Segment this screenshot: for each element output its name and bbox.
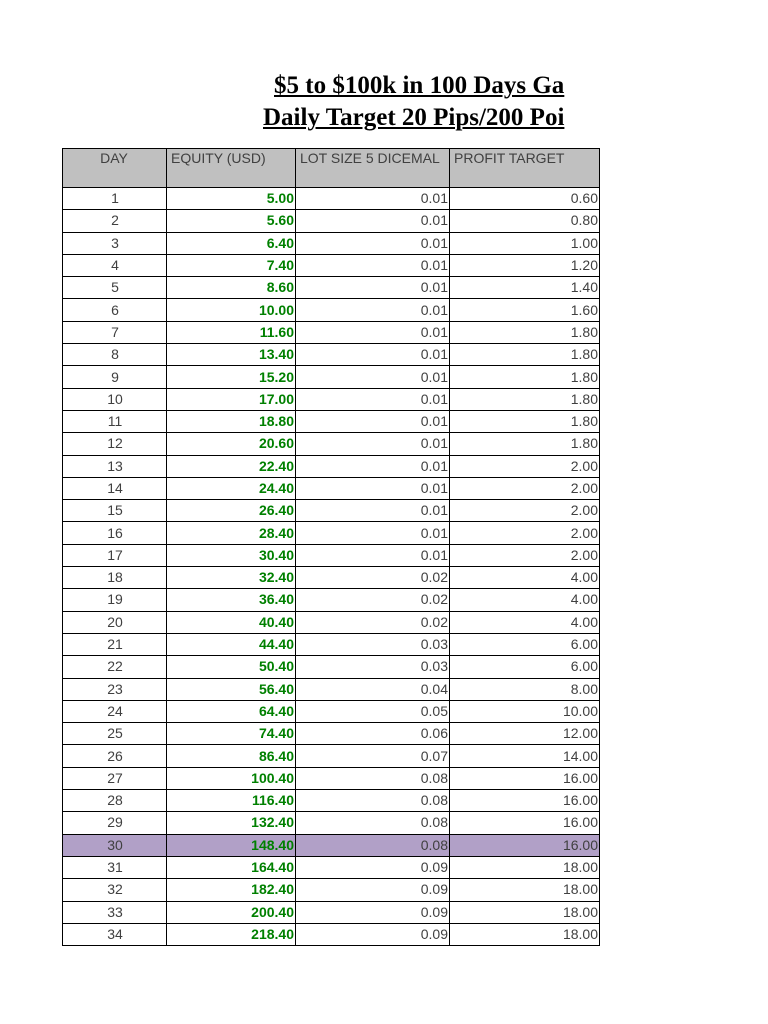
cell-lot-size: 0.08: [296, 812, 450, 834]
table-row: [63, 299, 600, 321]
cell-profit-target: 0.80: [450, 210, 600, 232]
cell-day: 9: [63, 366, 167, 388]
cell-equity: 10.00: [167, 299, 296, 321]
cell-profit-target: 2.00: [450, 544, 600, 566]
cell-day: 12: [63, 433, 167, 455]
cell-lot-size: 0.08: [296, 834, 450, 856]
cell-profit-target: 1.80: [450, 388, 600, 410]
cell-equity: 148.40: [167, 834, 296, 856]
cell-profit-target: 12.00: [450, 723, 600, 745]
table-row: [63, 678, 600, 700]
cell-equity: 28.40: [167, 522, 296, 544]
cell-profit-target: 18.00: [450, 923, 600, 945]
cell-profit-target: 0.60: [450, 188, 600, 210]
cell-day: 32: [63, 879, 167, 901]
cell-lot-size: 0.01: [296, 254, 450, 276]
cell-equity: 13.40: [167, 344, 296, 366]
cell-profit-target: 18.00: [450, 901, 600, 923]
table-row: [63, 321, 600, 343]
table-row: [63, 477, 600, 499]
cell-lot-size: 0.09: [296, 879, 450, 901]
cell-lot-size: 0.07: [296, 745, 450, 767]
table-row: [63, 834, 600, 856]
cell-day: 27: [63, 767, 167, 789]
cell-day: 33: [63, 901, 167, 923]
table-row: [63, 254, 600, 276]
cell-day: 10: [63, 388, 167, 410]
cell-day: 2: [63, 210, 167, 232]
header-equity: EQUITY (USD): [167, 149, 296, 188]
cell-profit-target: 2.00: [450, 455, 600, 477]
cell-lot-size: 0.01: [296, 321, 450, 343]
cell-lot-size: 0.01: [296, 477, 450, 499]
cell-equity: 100.40: [167, 767, 296, 789]
cell-equity: 32.40: [167, 567, 296, 589]
cell-day: 26: [63, 745, 167, 767]
cell-lot-size: 0.02: [296, 567, 450, 589]
header-day: DAY: [63, 149, 167, 188]
table-row: [63, 344, 600, 366]
cell-lot-size: 0.01: [296, 455, 450, 477]
cell-profit-target: 18.00: [450, 879, 600, 901]
cell-equity: 44.40: [167, 633, 296, 655]
cell-day: 18: [63, 567, 167, 589]
cell-equity: 132.40: [167, 812, 296, 834]
table-row: [63, 522, 600, 544]
table-row: [63, 923, 600, 945]
cell-equity: 15.20: [167, 366, 296, 388]
cell-lot-size: 0.01: [296, 232, 450, 254]
cell-equity: 24.40: [167, 477, 296, 499]
table-row: [63, 366, 600, 388]
cell-profit-target: 2.00: [450, 477, 600, 499]
cell-profit-target: 4.00: [450, 589, 600, 611]
title-line-2: Daily Target 20 Pips/200 Poi: [263, 104, 565, 131]
cell-profit-target: 1.20: [450, 254, 600, 276]
cell-day: 7: [63, 321, 167, 343]
cell-equity: 6.40: [167, 232, 296, 254]
table-row: [63, 611, 600, 633]
cell-equity: 116.40: [167, 790, 296, 812]
cell-profit-target: 1.40: [450, 277, 600, 299]
cell-day: 30: [63, 834, 167, 856]
cell-equity: 74.40: [167, 723, 296, 745]
cell-lot-size: 0.08: [296, 790, 450, 812]
cell-lot-size: 0.01: [296, 433, 450, 455]
cell-equity: 5.00: [167, 188, 296, 210]
cell-profit-target: 16.00: [450, 790, 600, 812]
cell-day: 25: [63, 723, 167, 745]
table-row: [63, 856, 600, 878]
table-row: [63, 633, 600, 655]
cell-equity: 22.40: [167, 455, 296, 477]
cell-profit-target: 16.00: [450, 767, 600, 789]
cell-equity: 20.60: [167, 433, 296, 455]
cell-equity: 86.40: [167, 745, 296, 767]
cell-lot-size: 0.01: [296, 500, 450, 522]
cell-equity: 164.40: [167, 856, 296, 878]
cell-lot-size: 0.01: [296, 210, 450, 232]
cell-lot-size: 0.01: [296, 410, 450, 432]
cell-lot-size: 0.01: [296, 522, 450, 544]
cell-day: 14: [63, 477, 167, 499]
cell-profit-target: 8.00: [450, 678, 600, 700]
cell-profit-target: 1.80: [450, 410, 600, 432]
cell-day: 22: [63, 656, 167, 678]
cell-profit-target: 18.00: [450, 856, 600, 878]
cell-lot-size: 0.03: [296, 633, 450, 655]
cell-equity: 17.00: [167, 388, 296, 410]
cell-profit-target: 4.00: [450, 611, 600, 633]
cell-lot-size: 0.09: [296, 901, 450, 923]
cell-equity: 7.40: [167, 254, 296, 276]
cell-lot-size: 0.02: [296, 611, 450, 633]
cell-day: 19: [63, 589, 167, 611]
cell-day: 6: [63, 299, 167, 321]
cell-day: 31: [63, 856, 167, 878]
cell-lot-size: 0.06: [296, 723, 450, 745]
cell-equity: 50.40: [167, 656, 296, 678]
cell-day: 1: [63, 188, 167, 210]
table-row: [63, 455, 600, 477]
cell-profit-target: 1.00: [450, 232, 600, 254]
cell-lot-size: 0.01: [296, 388, 450, 410]
cell-profit-target: 1.80: [450, 366, 600, 388]
cell-equity: 56.40: [167, 678, 296, 700]
cell-profit-target: 1.80: [450, 321, 600, 343]
cell-day: 16: [63, 522, 167, 544]
cell-profit-target: 4.00: [450, 567, 600, 589]
table-row: [63, 433, 600, 455]
table-row: [63, 812, 600, 834]
cell-profit-target: 6.00: [450, 633, 600, 655]
cell-day: 3: [63, 232, 167, 254]
title-line-1: $5 to $100k in 100 Days Ga: [274, 72, 565, 99]
table-row: [63, 589, 600, 611]
cell-profit-target: 2.00: [450, 522, 600, 544]
cell-lot-size: 0.09: [296, 923, 450, 945]
cell-day: 29: [63, 812, 167, 834]
header-row: [63, 149, 600, 188]
table-row: [63, 901, 600, 923]
cell-day: 20: [63, 611, 167, 633]
table-row: [63, 700, 600, 722]
document-title: [0, 70, 599, 136]
cell-equity: 30.40: [167, 544, 296, 566]
table-row: [63, 188, 600, 210]
header-profit-target: PROFIT TARGET: [450, 149, 600, 188]
cell-day: 21: [63, 633, 167, 655]
cell-day: 24: [63, 700, 167, 722]
cell-profit-target: 1.60: [450, 299, 600, 321]
cell-lot-size: 0.08: [296, 767, 450, 789]
table-row: [63, 745, 600, 767]
cell-lot-size: 0.02: [296, 589, 450, 611]
cell-profit-target: 16.00: [450, 812, 600, 834]
cell-equity: 218.40: [167, 923, 296, 945]
cell-lot-size: 0.01: [296, 277, 450, 299]
cell-equity: 11.60: [167, 321, 296, 343]
cell-day: 11: [63, 410, 167, 432]
cell-lot-size: 0.01: [296, 544, 450, 566]
cell-day: 23: [63, 678, 167, 700]
table-row: [63, 723, 600, 745]
table-row: [63, 410, 600, 432]
equity-table: [62, 148, 600, 946]
cell-lot-size: 0.09: [296, 856, 450, 878]
cell-lot-size: 0.01: [296, 366, 450, 388]
cell-lot-size: 0.01: [296, 344, 450, 366]
cell-profit-target: 1.80: [450, 433, 600, 455]
cell-equity: 64.40: [167, 700, 296, 722]
header-lot-size: LOT SIZE 5 DICEMAL: [296, 149, 450, 188]
table-row: [63, 567, 600, 589]
cell-equity: 5.60: [167, 210, 296, 232]
cell-day: 28: [63, 790, 167, 812]
cell-equity: 200.40: [167, 901, 296, 923]
cell-profit-target: 16.00: [450, 834, 600, 856]
cell-day: 8: [63, 344, 167, 366]
cell-equity: 18.80: [167, 410, 296, 432]
table-row: [63, 879, 600, 901]
cell-lot-size: 0.05: [296, 700, 450, 722]
table-row: [63, 544, 600, 566]
cell-profit-target: 6.00: [450, 656, 600, 678]
cell-equity: 8.60: [167, 277, 296, 299]
cell-lot-size: 0.01: [296, 188, 450, 210]
cell-day: 5: [63, 277, 167, 299]
table-row: [63, 210, 600, 232]
table-row: [63, 232, 600, 254]
table-row: [63, 767, 600, 789]
cell-day: 13: [63, 455, 167, 477]
cell-profit-target: 1.80: [450, 344, 600, 366]
table-row: [63, 500, 600, 522]
table-body: [63, 188, 600, 946]
table-row: [63, 790, 600, 812]
cell-equity: 182.40: [167, 879, 296, 901]
cell-day: 17: [63, 544, 167, 566]
cell-profit-target: 14.00: [450, 745, 600, 767]
cell-lot-size: 0.03: [296, 656, 450, 678]
cell-equity: 26.40: [167, 500, 296, 522]
cell-lot-size: 0.04: [296, 678, 450, 700]
table-row: [63, 656, 600, 678]
cell-equity: 36.40: [167, 589, 296, 611]
table-row: [63, 388, 600, 410]
cell-day: 34: [63, 923, 167, 945]
cell-lot-size: 0.01: [296, 299, 450, 321]
table-row: [63, 277, 600, 299]
cell-day: 4: [63, 254, 167, 276]
cell-profit-target: 2.00: [450, 500, 600, 522]
cell-profit-target: 10.00: [450, 700, 600, 722]
cell-day: 15: [63, 500, 167, 522]
cell-equity: 40.40: [167, 611, 296, 633]
